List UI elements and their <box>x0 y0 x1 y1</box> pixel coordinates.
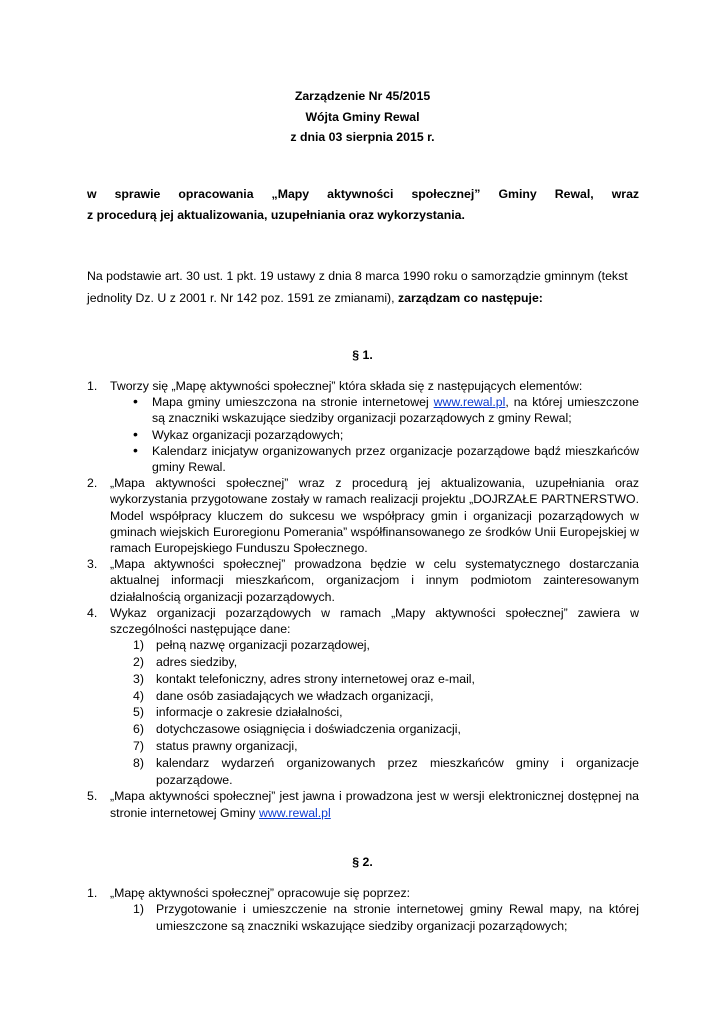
ordinance-number: Zarządzenie Nr 45/2015 <box>294 89 431 103</box>
list-item: • Wykaz organizacji pozarządowych; <box>133 425 344 442</box>
s1-item-3: 3. „Mapa aktywności społecznej” prowadzona będzie w celu systematycznego dostarczania aktualnej informacji mieszkańcom, organizacjom i innym podmiotom zainteresowanym działalnością organizacji pozarządowych. <box>87 557 639 604</box>
website-link[interactable]: www.rewal.pl <box>259 805 331 820</box>
s1-item-5: 5. „Mapa aktywności społecznej” jest jawna i prowadzona jest w wersji elektronicznej dostępnej na stronie internetowej Gminy www.rewal.pl <box>87 789 639 820</box>
list-item: 4) dane osób zasiadających we władzach organizacji, <box>133 688 434 703</box>
bullet-icon: • <box>133 425 138 442</box>
list-item: 8) kalendarz wydarzeń organizowanych przez mieszkańców gminy i organizacje pozarządowe. <box>133 755 639 787</box>
s1-item-1-bullets <box>110 394 639 475</box>
section-2-title: § 2. <box>352 855 373 869</box>
issuer: Wójta Gminy Rewal <box>305 109 420 124</box>
list-item: 2) adres siedziby, <box>133 655 238 670</box>
list-item: • Mapa gminy umieszczona na stronie internetowej www.rewal.pl, na której umieszczone są znaczniki wskazujące siedziby organizacji pozarządowych z gminy Rewal; <box>133 393 639 426</box>
list-item: 6) dotychczasowe osiągnięcia i doświadczenia organizacji, <box>133 722 461 737</box>
list-item: 3) kontakt telefoniczny, adres strony internetowej oraz e-mail, <box>133 671 475 686</box>
list-item: 7) status prawny organizacji, <box>133 739 298 754</box>
document-header <box>0 87 725 149</box>
legal-basis: Na podstawie art. 30 ust. 1 pkt. 19 ustawy z dnia 8 marca 1990 roku o samorządzie gminnym (tekst jednolity Dz. U z 2001 r. Nr 142 poz. 1591 ze zmianami), zarządzam co następuje: <box>87 269 628 305</box>
s1-item-2: 2. „Mapa aktywności społecznej” wraz z procedurą jej aktualizowania, uzupełniania oraz wykorzystania przygotowane zostały w ramach realizacji projektu „DOJRZAŁE PARTNERSTWO. Model współpracy kluczem do sukcesu we współpracy gmin i organizacji pozarządowych w gminach wiejskich Euroregionu Pomerania” współfinansowanego ze środków Unii Europejskiej w ramach Europejskiego Funduszu Społecznego. <box>87 476 639 556</box>
section-2-list <box>87 885 639 935</box>
list-item: 1) Przygotowanie i umieszczenie na stronie internetowej gminy Rewal mapy, na której umieszczone są znaczniki wskazujące siedziby organizacji pozarządowych; <box>133 902 639 933</box>
list-item: 1) pełną nazwę organizacji pozarządowej, <box>133 638 370 653</box>
s1-item-4: 4. Wykaz organizacji pozarządowych w ramach „Mapy aktywności społecznej” zawiera w szczególności następujące dane: 1) pełną nazwę organizacji pozarządowej, 2) adres siedziby, 3) kontakt telefoniczny, adres strony internetowej oraz e-mail, 4) dane osób zasiadających we władzach organizacji, 5) informacje o zakresie działalności, 6) dotychczasowe osiągnięcia i doświadczenia organizacji, 7) status prawny organizacji, 8) kalendarz wydarzeń organizowanych przez mieszkańców gminy i organizacje pozarządowe. <box>87 605 639 787</box>
list-item: • Kalendarz inicjatyw organizowanych przez organizacje pozarządowe bądź mieszkańców gminy Rewal. <box>133 441 639 475</box>
subject-line-1: w sprawie opracowania „Mapy aktywności społecznej” Gminy Rewal, wraz <box>87 187 640 201</box>
section-1-title: § 1. <box>352 348 373 362</box>
bullet-icon: • <box>133 441 138 458</box>
subject <box>87 184 639 226</box>
issue-date: z dnia 03 sierpnia 2015 r. <box>290 130 435 144</box>
bullet-icon: • <box>133 393 138 410</box>
s2-item-1: 1. „Mapę aktywności społecznej” opracowuje się poprzez: 1) Przygotowanie i umieszczenie na stronie internetowej gminy Rewal mapy, na której umieszczone są znaczniki wskazujące siedziby organizacji pozarządowych; <box>87 886 639 933</box>
decree-phrase: zarządzam co następuje: <box>398 291 543 305</box>
list-item: 5) informacje o zakresie działalności, <box>133 705 343 720</box>
s1-item-4-subitems <box>110 637 639 788</box>
website-link[interactable]: www.rewal.pl <box>433 395 506 410</box>
subject-line-2: z procedurą jej aktualizowania, uzupełniania oraz wykorzystania. <box>87 208 465 222</box>
section-1-list <box>87 378 639 821</box>
s2-item-1-subitems <box>110 901 639 935</box>
s1-item-1: 1. Tworzy się „Mapę aktywności społecznej” która składa się z następujących elementów: • Mapa gminy umieszczona na stronie internetowej www.rewal.pl, na której umieszczone są znaczniki wskazujące siedziby organizacji pozarządowych z gminy Rewal; • Wykaz organizacji pozarządowych; • Kalendarz inicjatyw organizowanych przez organizacje pozarządowe bądź mieszkańców gminy Rewal. <box>87 379 639 475</box>
